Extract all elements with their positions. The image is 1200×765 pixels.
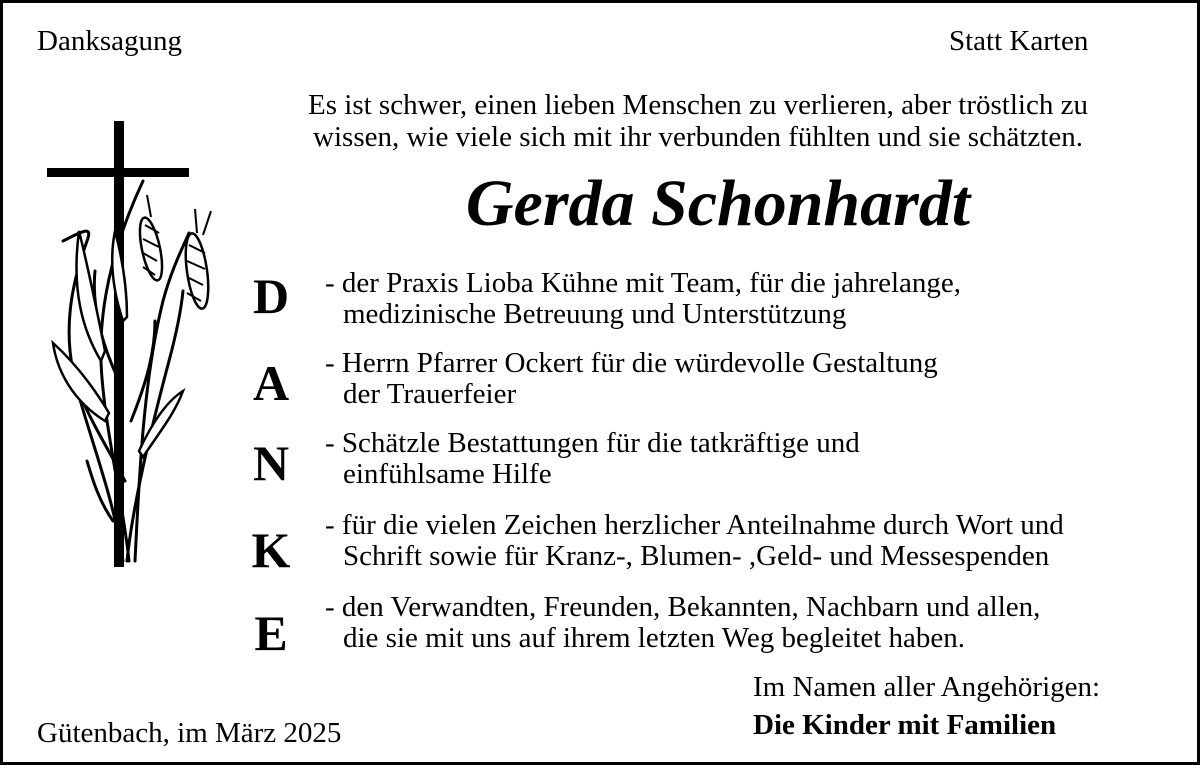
- quote-line-2: wissen, wie viele sich mit ihr verbunden fühlten und sie schätzten.: [313, 121, 1083, 153]
- thanks-a-line-1: - Herrn Pfarrer Ockert für die würdevolle Gestaltung: [325, 347, 938, 379]
- danke-letter-n: N: [252, 435, 290, 491]
- header-right-label: Statt Karten: [949, 25, 1089, 57]
- cross-with-wheat-graphic: [43, 121, 233, 571]
- thanks-a-line-2: der Trauerfeier: [343, 378, 517, 410]
- danke-letter-a: A: [252, 355, 290, 411]
- quote-line-1: Es ist schwer, einen lieben Menschen zu verlieren, aber tröstlich zu: [308, 89, 1088, 121]
- thanks-d-line-1: - der Praxis Lioba Kühne mit Team, für die jahrelange,: [325, 267, 962, 299]
- header-left-label: Danksagung: [37, 25, 182, 57]
- danke-letter-e: E: [254, 605, 288, 661]
- signature: Die Kinder mit Familien: [753, 709, 1057, 741]
- thanks-k-line-2: Schrift sowie für Kranz-, Blumen- ,Geld- und Messespenden: [343, 540, 1050, 572]
- thanks-k-line-1: - für die vielen Zeichen herzlicher Anteilnahme durch Wort und: [325, 509, 1064, 541]
- thanks-n-line-1: - Schätzle Bestattungen für die tatkräftige und: [325, 427, 860, 459]
- place-date: Gütenbach, im März 2025: [37, 717, 342, 749]
- danke-letter-d: D: [252, 268, 290, 324]
- thanks-n-line-2: einfühlsame Hilfe: [343, 458, 552, 490]
- thanks-e-line-1: - den Verwandten, Freunden, Bekannten, Nachbarn und allen,: [325, 591, 1041, 623]
- danke-letter-k: K: [251, 522, 291, 578]
- cross-with-wheat-icon: [43, 121, 233, 576]
- thanks-d-line-2: medizinische Betreuung und Unterstützung: [343, 298, 847, 330]
- thanks-e-line-2: die sie mit uns auf ihrem letzten Weg begleitet haben.: [343, 622, 966, 654]
- on-behalf-label: Im Namen aller Angehörigen:: [753, 671, 1101, 703]
- deceased-name: Gerda Schonhardt: [465, 167, 971, 240]
